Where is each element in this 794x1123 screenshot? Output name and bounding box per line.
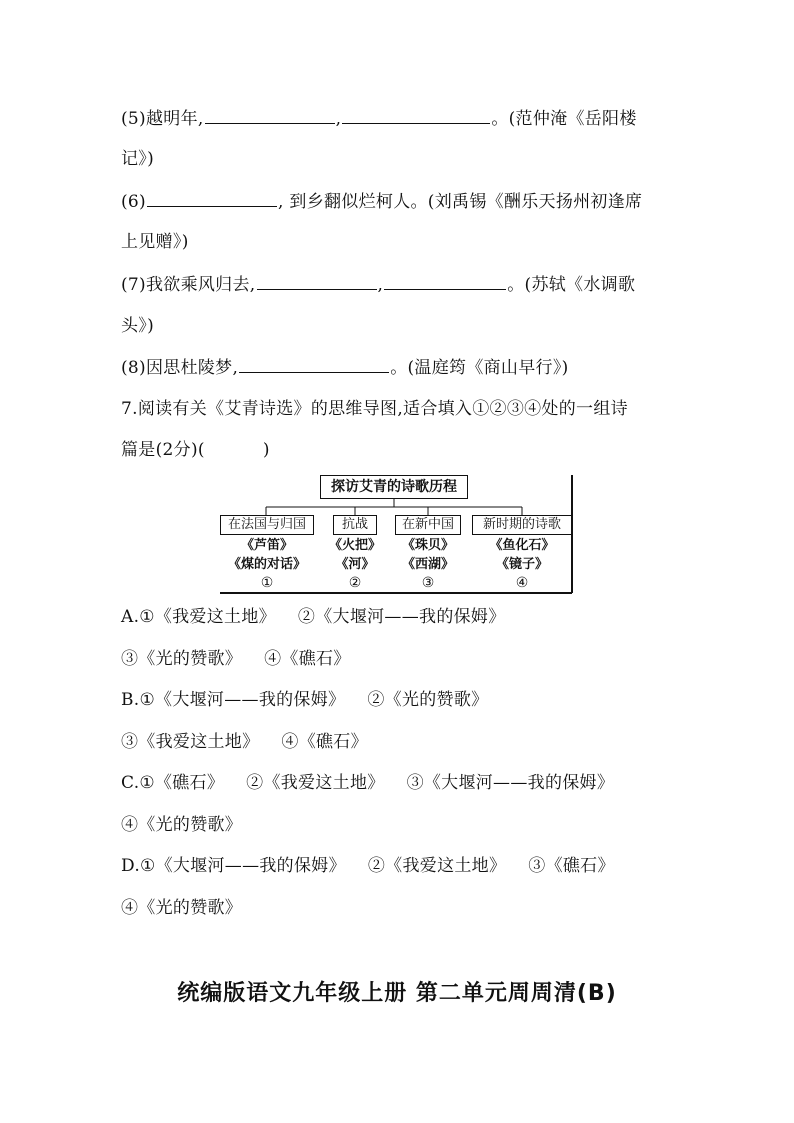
stem-close-paren: )	[262, 440, 270, 460]
branch-3-work-2: 《西湖》	[401, 557, 454, 572]
branch-label-2: 抗战	[333, 515, 377, 535]
section-title: 统编版语文九年级上册 第二单元周周清(B)	[177, 981, 617, 1006]
q8-number: (8)	[121, 358, 146, 378]
q5-blank-1[interactable]	[205, 107, 335, 124]
option-b-line-2[interactable]	[121, 731, 681, 753]
branch-1-work-1: 《芦笛》	[240, 538, 293, 553]
mind-map-diagram	[220, 473, 576, 595]
question-5-cont: 记》)	[121, 149, 155, 169]
option-d-item-2: ②《我爱这土地》	[367, 856, 507, 876]
option-a-line-2[interactable]	[121, 648, 681, 670]
branch-3-marker: ③	[421, 575, 435, 591]
q5-source: 。(范仲淹《岳阳楼	[491, 109, 637, 129]
option-d-item-3: ③《礁石》	[528, 856, 615, 876]
q7-text: 我欲乘风归去,	[145, 275, 256, 295]
option-d-line-2[interactable]	[121, 897, 681, 919]
option-c-line-1[interactable]	[121, 772, 681, 794]
option-c-item-4: ④《光的赞歌》	[121, 815, 243, 835]
branch-label-3: 在新中国	[395, 515, 461, 535]
q7-number: (7)	[121, 275, 146, 295]
q7-blank-2[interactable]	[384, 273, 506, 290]
option-a-item-2: ②《大堰河——我的保姆》	[297, 607, 506, 627]
branch-label-1: 在法国与归国	[220, 515, 314, 535]
branch-4-marker: ④	[515, 575, 529, 591]
q6-source: , 到乡翻似烂柯人。(刘禹锡《酬乐天扬州初逢席	[277, 192, 643, 212]
question-7-cont: 头》)	[121, 316, 155, 336]
option-b-line-1[interactable]	[121, 689, 681, 711]
branch-1-work-2: 《煤的对话》	[227, 557, 306, 572]
option-c-line-2[interactable]	[121, 814, 681, 836]
q7-blank-1[interactable]	[257, 273, 377, 290]
q6-number: (6)	[121, 192, 146, 212]
option-a-item-1: A.①《我爱这土地》	[121, 607, 276, 627]
option-c-item-2: ②《我爱这土地》	[246, 773, 385, 793]
option-d-item-4: ④《光的赞歌》	[121, 898, 243, 918]
option-b-item-4: ④《礁石》	[281, 732, 368, 752]
q5-text: 越明年,	[145, 109, 204, 129]
branch-1-marker: ①	[260, 575, 274, 591]
question-7-line	[121, 273, 681, 296]
q6-blank[interactable]	[147, 190, 277, 207]
option-b-item-3: ③《我爱这土地》	[121, 732, 260, 752]
q5-number: (5)	[121, 109, 146, 129]
mind-map-title: 探访艾青的诗歌历程	[320, 475, 468, 499]
option-d-line-1[interactable]	[121, 855, 681, 877]
q7-separator: ,	[377, 275, 384, 295]
question-6-line	[121, 190, 681, 213]
branch-label-4: 新时期的诗歌	[472, 515, 572, 535]
q5-separator: ,	[335, 109, 342, 129]
option-b-item-2: ②《光的赞歌》	[367, 690, 489, 710]
branch-4-work-2: 《镜子》	[495, 557, 548, 572]
option-c-item-3: ③《大堰河——我的保姆》	[406, 773, 615, 793]
question-stem-cont	[121, 439, 681, 461]
option-c-item-1: C.①《礁石》	[121, 773, 225, 793]
question-6-cont: 上见赠》)	[121, 232, 189, 252]
option-a-item-3: ③《光的赞歌》	[121, 649, 243, 669]
option-a-item-4: ④《礁石》	[264, 649, 351, 669]
stem-cont-text: 篇是(2分)(	[121, 440, 205, 460]
option-d-item-1: D.①《大堰河——我的保姆》	[121, 856, 346, 876]
branch-2-marker: ②	[348, 575, 362, 591]
question-8-line	[121, 356, 681, 379]
q8-blank[interactable]	[239, 356, 389, 373]
branch-4-work-1: 《鱼化石》	[489, 538, 555, 553]
question-5-line	[121, 107, 681, 130]
option-a-line-1[interactable]	[121, 606, 681, 628]
branch-2-work-2: 《河》	[335, 557, 375, 572]
branch-2-work-1: 《火把》	[328, 538, 381, 553]
q5-blank-2[interactable]	[342, 107, 490, 124]
option-b-item-1: B.①《大堰河——我的保姆》	[121, 690, 346, 710]
q8-source: 。(温庭筠《商山早行》)	[390, 358, 569, 378]
branch-3-work-1: 《珠贝》	[401, 538, 454, 553]
q7-source: 。(苏轼《水调歌	[507, 275, 636, 295]
q8-text: 因思杜陵梦,	[145, 358, 239, 378]
question-stem: 7.阅读有关《艾青诗选》的思维导图,适合填入①②③④处的一组诗	[121, 399, 628, 419]
